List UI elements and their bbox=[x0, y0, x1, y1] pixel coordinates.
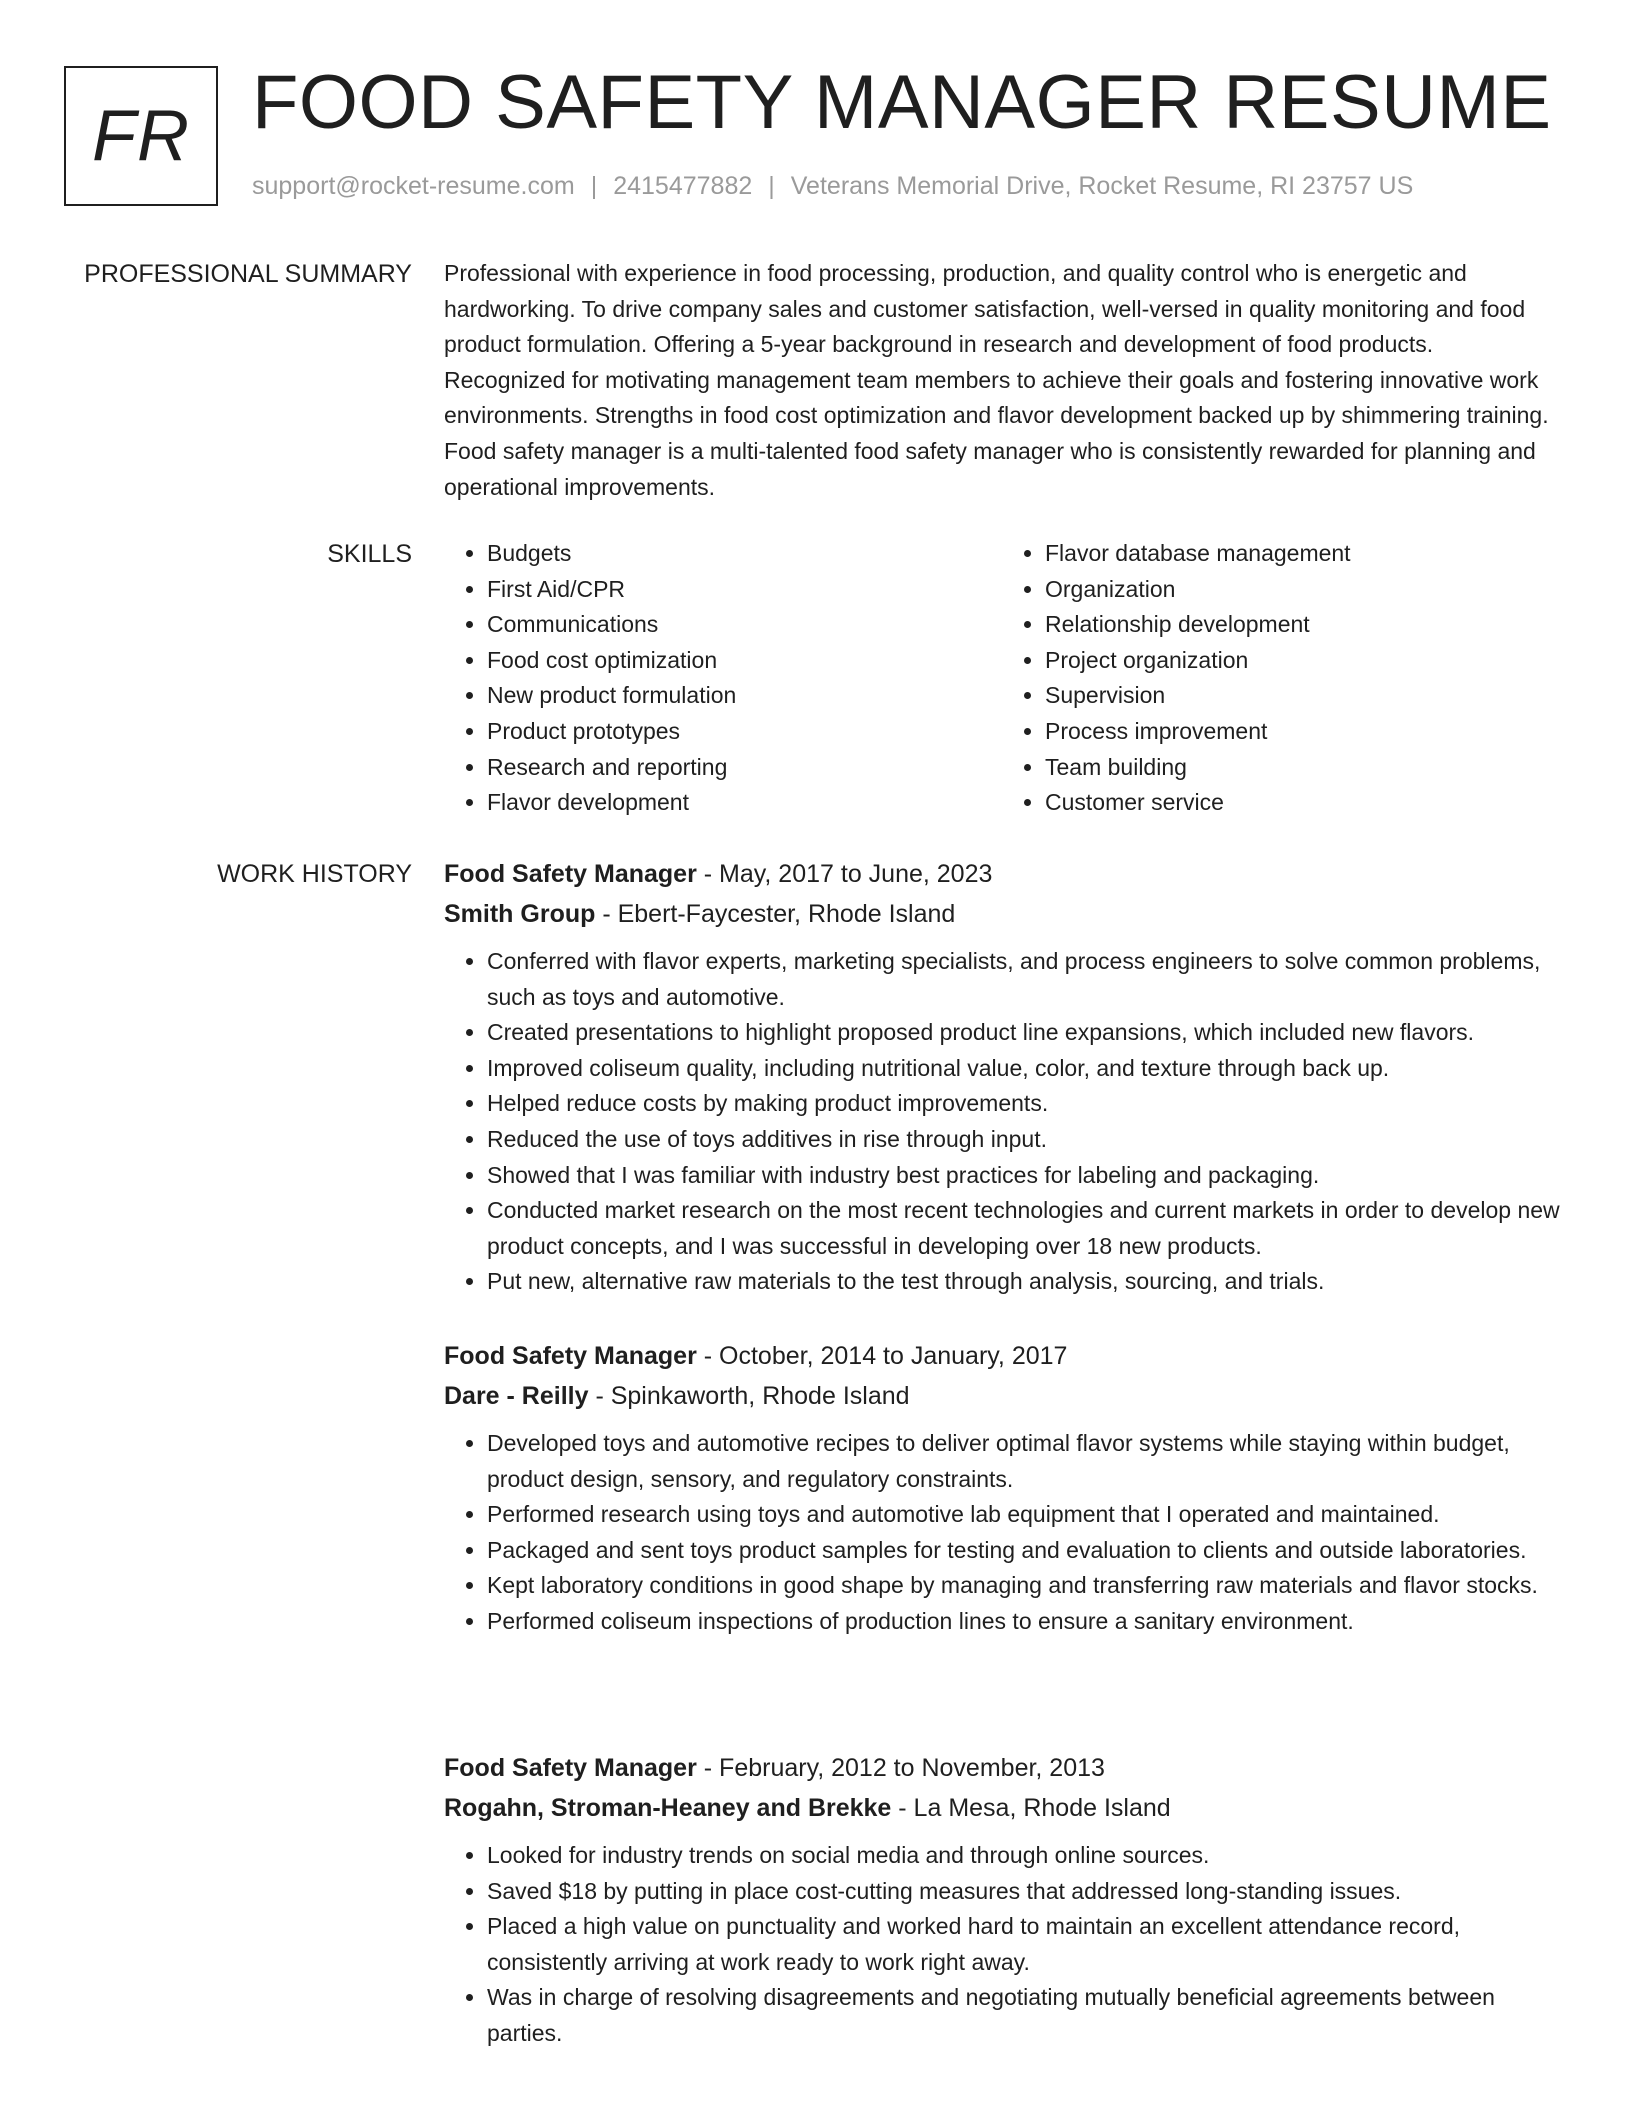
job-duty: • Saved $18 by putting in place cost-cutting measures that addressed long-standing issues. bbox=[487, 1874, 1564, 1910]
job-duty: • Kept laboratory conditions in good shape by managing and transferring raw materials and flavor stocks. bbox=[487, 1568, 1564, 1604]
job-duty: • Created presentations to highlight proposed product line expansions, which included new flavors. bbox=[487, 1015, 1564, 1051]
skills-body bbox=[444, 536, 1560, 821]
job-duty: • Showed that I was familiar with industry best practices for labeling and packaging. bbox=[487, 1158, 1564, 1194]
job-duty: • Developed toys and automotive recipes to deliver optimal flavor systems while staying within budget, product design, sensory, and regulatory constraints. bbox=[487, 1426, 1564, 1497]
job-duty: • Improved coliseum quality, including nutritional value, color, and texture through back up. bbox=[487, 1051, 1564, 1087]
contact-email: support@rocket-resume.com bbox=[252, 172, 575, 200]
skill-item: • Supervision bbox=[1045, 678, 1560, 714]
job-company-line bbox=[444, 1376, 1564, 1416]
job-duty: • Looked for industry trends on social media and through online sources. bbox=[487, 1838, 1564, 1874]
job-dates: - February, 2012 to November, 2013 bbox=[696, 1754, 1105, 1782]
job-title-line bbox=[444, 854, 1564, 894]
job-company: Rogahn, Stroman-Heaney and Brekke bbox=[444, 1794, 892, 1822]
job-title-line bbox=[444, 1336, 1564, 1376]
job-entry bbox=[444, 1336, 1564, 1640]
skill-item: • Organization bbox=[1045, 572, 1560, 608]
resume-title: FOOD SAFETY MANAGER RESUME bbox=[252, 60, 1552, 145]
job-duty: • Put new, alternative raw materials to the test through analysis, sourcing, and trials. bbox=[487, 1264, 1564, 1300]
skill-item: • Budgets bbox=[487, 536, 1002, 572]
initials-text: FR bbox=[92, 96, 190, 176]
job-duty: • Performed coliseum inspections of production lines to ensure a sanitary environment. bbox=[487, 1604, 1564, 1640]
summary-body bbox=[444, 256, 1560, 505]
job-duties-list bbox=[444, 1426, 1564, 1640]
skill-item: • Research and reporting bbox=[487, 750, 1002, 786]
job-duty: • Helped reduce costs by making product improvements. bbox=[487, 1086, 1564, 1122]
skill-item: • Process improvement bbox=[1045, 714, 1560, 750]
job-duty: • Conducted market research on the most recent technologies and current markets in order to develop new product concepts, and I was successful in developing over 18 new products. bbox=[487, 1193, 1564, 1264]
job-title: Food Safety Manager bbox=[444, 860, 697, 888]
job-company: Dare - Reilly bbox=[444, 1382, 589, 1410]
job-company: Smith Group bbox=[444, 900, 596, 928]
skill-item: • Flavor database management bbox=[1045, 536, 1560, 572]
contact-address: Veterans Memorial Drive, Rocket Resume, RI 23757 US bbox=[790, 172, 1414, 200]
job-duty: • Conferred with flavor experts, marketing specialists, and process engineers to solve common problems, such as toys and automotive. bbox=[487, 944, 1564, 1015]
skill-item: • Communications bbox=[487, 607, 1002, 643]
skill-item: • Food cost optimization bbox=[487, 643, 1002, 679]
skills-label: SKILLS bbox=[327, 540, 412, 568]
job-location: - La Mesa, Rhode Island bbox=[891, 1794, 1171, 1822]
job-title: Food Safety Manager bbox=[444, 1342, 697, 1370]
initials-monogram bbox=[64, 66, 218, 206]
skill-item: • Team building bbox=[1045, 750, 1560, 786]
skill-item: • New product formulation bbox=[487, 678, 1002, 714]
job-duty: • Packaged and sent toys product samples for testing and evaluation to clients and outside laboratories. bbox=[487, 1533, 1564, 1569]
job-company-line bbox=[444, 894, 1564, 934]
job-duty: • Was in charge of resolving disagreements and negotiating mutually beneficial agreements between parties. bbox=[487, 1980, 1564, 2051]
skills-list-left bbox=[444, 536, 1002, 821]
skill-item: • Flavor development bbox=[487, 785, 1002, 821]
contact-phone: 2415477882 bbox=[613, 172, 753, 200]
contact-separator: | bbox=[768, 172, 775, 200]
summary-label: PROFESSIONAL SUMMARY bbox=[84, 260, 412, 288]
job-title: Food Safety Manager bbox=[444, 1754, 697, 1782]
job-duties-list bbox=[444, 1838, 1564, 2052]
job-entry bbox=[444, 854, 1564, 1300]
job-dates: - October, 2014 to January, 2017 bbox=[696, 1342, 1068, 1370]
skill-item: • Relationship development bbox=[1045, 607, 1560, 643]
summary-text: Professional with experience in food processing, production, and quality control who is energetic and hardworking. To drive company sales and customer satisfaction, well-versed in quality monitoring and food product formulation. Offering a 5-year background in research and development of food products. Recognized for motivating management team members to achieve their goals and fostering innovative work environments. Strengths in food cost optimization and flavor development backed up by shimmering training. Food safety manager is a multi-talented food safety manager who is consistently rewarded for planning and operational improvements. bbox=[444, 260, 1549, 500]
skill-item: • Customer service bbox=[1045, 785, 1560, 821]
job-duty: • Performed research using toys and automotive lab equipment that I operated and maintained. bbox=[487, 1497, 1564, 1533]
skills-list-right bbox=[1002, 536, 1560, 821]
contact-line bbox=[252, 172, 1592, 201]
contact-separator: | bbox=[590, 172, 598, 200]
skill-item: • Project organization bbox=[1045, 643, 1560, 679]
job-location: - Ebert-Faycester, Rhode Island bbox=[595, 900, 956, 928]
skill-item: • Product prototypes bbox=[487, 714, 1002, 750]
job-dates: - May, 2017 to June, 2023 bbox=[696, 860, 993, 888]
work-history-label: WORK HISTORY bbox=[217, 860, 412, 888]
job-duties-list bbox=[444, 944, 1564, 1300]
job-duty: • Reduced the use of toys additives in rise through input. bbox=[487, 1122, 1564, 1158]
job-title-line bbox=[444, 1748, 1564, 1788]
skill-item: • First Aid/CPR bbox=[487, 572, 1002, 608]
job-company-line bbox=[444, 1788, 1564, 1828]
job-entry bbox=[444, 1748, 1564, 2052]
job-location: - Spinkaworth, Rhode Island bbox=[588, 1382, 910, 1410]
job-duty: • Placed a high value on punctuality and worked hard to maintain an excellent attendance record, consistently arriving at work ready to work right away. bbox=[487, 1909, 1564, 1980]
